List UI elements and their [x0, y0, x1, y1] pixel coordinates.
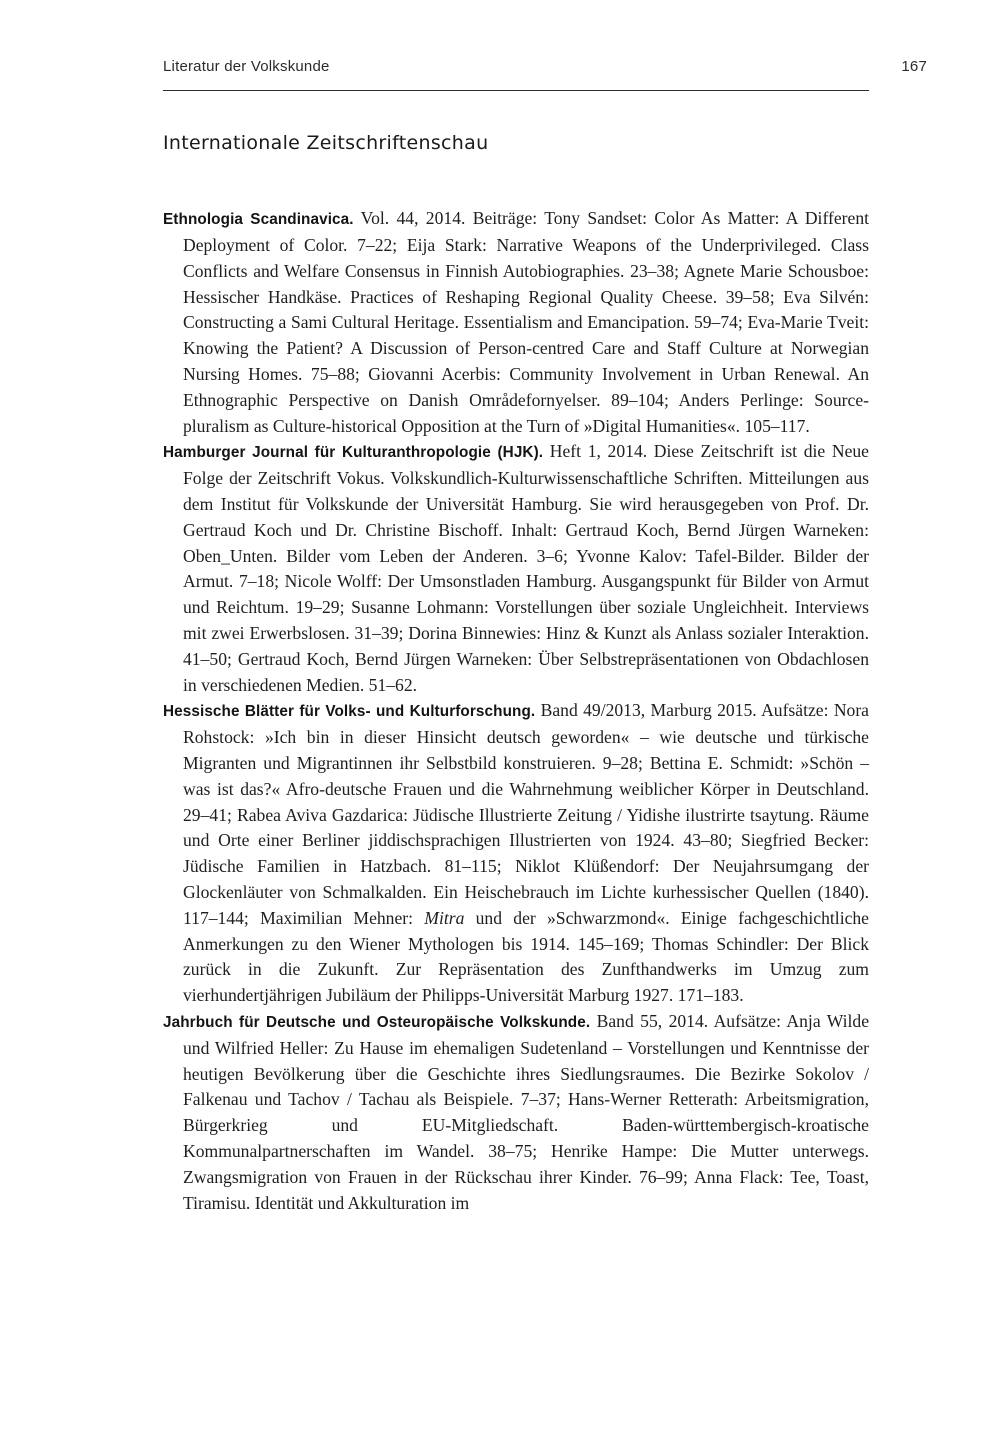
entry-text: Heft 1, 2014. Diese Zeitschrift ist die Neue Folge der Zeitschrift Vokus. Volkskundlich-Kulturwissenschaftliche Schriften. Mitteilungen aus dem Institut für Volkskunde der Universität Hamburg. Sie wird herausgegeben von Prof. Dr. Gertraud Koch und Dr. Christine Bischoff. Inhalt: Gertraud Koch, Bernd Jürgen Warneken: Oben_Unten. Bilder vom Leben der Anderen. 3–6; Yvonne Kalov: Tafel-Bilder. Bilder der Armut. 7–18; Nicole Wolff: Der Umsonstladen Hamburg. Ausgangspunkt für Bilder von Armut und Reichtum. 19–29; Susanne Lohmann: Vorstellungen über soziale Ungleichheit. Interviews mit zwei Erwerbslosen. 31–39; Dorina Binnewies: Hinz & Kunzt als Anlass sozialer Interaktion. 41–50; Gertraud Koch, Bernd Jürgen Warneken: Über Selbstrepräsentationen von Obdachlosen in verschiedenen Medien. 51–62. — [183, 441, 869, 695]
entry-text: und der »Schwarzmond«. Einige fachgeschichtliche Anmerkungen zu den Wiener Mythologen bis 1914. 145–169; Thomas Schindler: Der Blick zurück in die Zukunft. Zur Repräsentation des Zunfthandwerks im Umzug zum vierhundertjährigen Jubiläum der Philipps-Universität Marburg 1927. 171–183. — [183, 907, 869, 1006]
review-entries — [163, 206, 869, 1216]
entry-jahrbuch-volkskunde — [163, 1009, 869, 1216]
entry-hamburger-journal — [163, 439, 869, 698]
entry-text: Band 49/2013, Marburg 2015. Aufsätze: Nora Rohstock: »Ich bin in dieser Hinsicht deutsch geworden« – wie deutsche und türkische Migranten und Migrantinnen ihr Selbstbild konstruieren. 9–28; Bettina E. Schmidt: »Schön – was ist das?« Afro-deutsche Frauen und die Wahrnehmung weiblicher Körper in Deutschland. 29–41; Rabea Aviva Gazdarica: Jüdische Illustrierte Zeitung / Yidishe ilustrirte tsaytung. Räume und Orte einer Berliner jiddischsprachigen Illustrierten von 1924. 43–80; Siegfried Becker: Jüdische Familien in Hatzbach. 81–115; Niklot Klüßendorf: Der Neujahrsumgang der Glockenläuter von Schmalkalden. Ein Heischebrauch im Lichte kurhessischer Quellen (1840). 117–144; Maximilian Mehner: — [183, 700, 869, 928]
entry-ethnologia-scandinavica — [163, 206, 869, 439]
running-head — [163, 59, 927, 76]
italic-term: Mitra — [424, 907, 465, 928]
section-title: Internationale Zeitschriftenschau — [163, 131, 489, 154]
entry-text: Band 55, 2014. Aufsätze: Anja Wilde und Wilfried Heller: Zu Hause im ehemaligen Sudetenland – Vorstellungen und Kenntnisse der heutigen Bevölkerung über die Geschichte ihres Siedlungsraumes. Die Bezirke Sokolov / Falkenau und Tachov / Tachau als Beispiele. 7–37; Hans-Werner Retterath: Arbeitsmigration, Bürgerkrieg und EU-Mitgliedschaft. Baden-württembergisch-kroatische Kommunalpartnerschaften im Wandel. 38–75; Henrike Hampe: Die Mutter unterwegs. Zwangsmigration von Frauen in der Rückschau ihrer Kinder. 76–99; Anna Flack: Tee, Toast, Tiramisu. Identität und Akkulturation im — [183, 1011, 870, 1213]
header-rule — [163, 90, 869, 91]
page-content — [163, 0, 927, 1216]
journal-name: Hessische Blätter für Volks- und Kulturforschung. — [163, 703, 536, 721]
entry-hessische-blaetter — [163, 698, 869, 1009]
journal-name: Ethnologia Scandinavica. — [163, 211, 354, 229]
page-number: 167 — [901, 58, 927, 75]
entry-text: Vol. 44, 2014. Beiträge: Tony Sandset: Color As Matter: A Different Deployment of Color. 7–22; Eija Stark: Narrative Weapons of the Underprivileged. Class Conflicts and Welfare Consensus in Finnish Autobiographies. 23–38; Agnete Marie Schousboe: Hessischer Handkäse. Practices of Reshaping Regional Quality Cheese. 39–58; Eva Silvén: Constructing a Sami Cultural Heritage. Essentialism and Emancipation. 59–74; Eva-Marie Tveit: Knowing the Patient? A Discussion of Person-centred Care and Staff Culture at Norwegian Nursing Homes. 75–88; Giovanni Acerbis: Community Involvement in Urban Renewal. An Ethnographic Perspective on Danish Områdefornyelser. 89–104; Anders Perlinge: Source-pluralism as Culture-historical Opposition at the Turn of »Digital Humanities«. 105–117. — [183, 208, 870, 436]
journal-name: Jahrbuch für Deutsche und Osteuropäische Volkskunde. — [163, 1014, 591, 1031]
running-title: Literatur der Volkskunde — [163, 58, 330, 75]
journal-name: Hamburger Journal für Kulturanthropologie (HJK). — [163, 444, 544, 462]
